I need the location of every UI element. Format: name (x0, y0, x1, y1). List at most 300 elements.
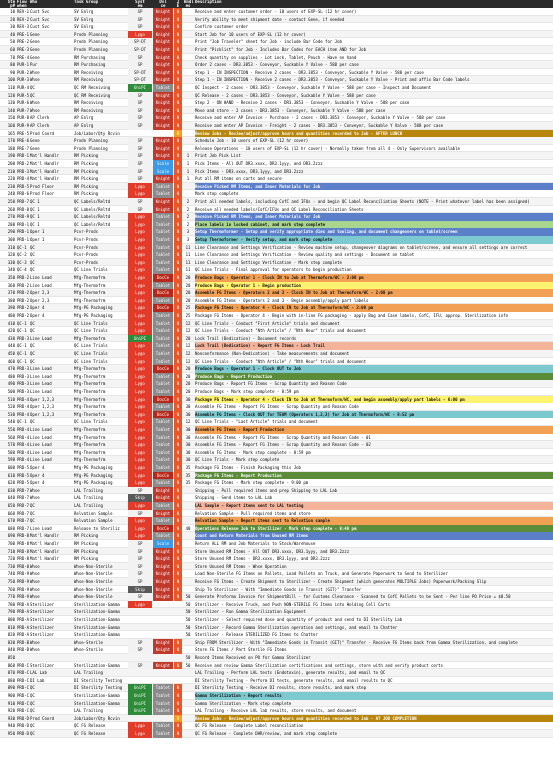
table-row[interactable] (0, 388, 553, 396)
cell-flow: REV-2 (17, 16, 30, 22)
cell-flow: PRD-4 (17, 457, 30, 463)
cell-description: Return ALL RM and Job Materials to Stock/Warehouse (195, 541, 316, 546)
cell-description: Receive all needed labels/CofC/IFUs and QC Label Reconciliation Sheets (195, 206, 364, 212)
cell-step: 380 (7, 297, 15, 303)
header-task-group[interactable]: Task Group (74, 0, 99, 4)
cell-who: Line Lead (30, 335, 52, 341)
table-row[interactable] (0, 426, 553, 434)
cell-system: Lygo (128, 190, 152, 198)
cell-system: SP (128, 662, 152, 670)
table-row[interactable] (0, 152, 553, 160)
cell-flow: PRD-B (17, 639, 30, 645)
cell-task-group: RM Picking (74, 556, 99, 562)
cell-step: 330 (7, 259, 15, 265)
cell-device: Knight (153, 54, 173, 62)
table-row[interactable] (0, 555, 553, 563)
cell-system: SP (128, 175, 152, 183)
cell-flow: PRD-2 (17, 275, 30, 280)
table-row[interactable] (0, 624, 553, 632)
table-row[interactable] (0, 669, 553, 677)
cell-who: QC (30, 419, 35, 425)
cell-who: Oper 2,3 (30, 290, 50, 296)
cell-system (128, 631, 152, 639)
cell-who: Gene (30, 54, 40, 60)
table-row[interactable] (0, 563, 553, 571)
cell-bundles (184, 517, 192, 525)
cell-task-group: QC Line Trials (74, 351, 108, 356)
table-row[interactable] (0, 342, 553, 350)
cell-device: Knight (153, 137, 173, 145)
cell-device: Knight (153, 69, 173, 77)
table-row[interactable] (0, 434, 553, 442)
cell-bundles (184, 684, 192, 692)
table-row[interactable] (0, 548, 553, 556)
cell-who: QC (30, 731, 35, 736)
cell-je: N (174, 525, 182, 533)
table-row[interactable] (0, 304, 553, 312)
table-row[interactable] (0, 61, 553, 69)
cell-flow: PRD-5 (17, 472, 30, 478)
table-row[interactable] (0, 130, 553, 138)
cell-step: 120 (7, 92, 15, 98)
cell-bundles: 11 (185, 244, 191, 250)
cell-who: Prod Coord (30, 130, 55, 136)
table-row[interactable] (0, 320, 553, 328)
table-row[interactable] (0, 274, 553, 282)
cell-je: N (174, 289, 182, 297)
cell-je: N (174, 213, 182, 221)
cell-flow: PRD-C (17, 693, 30, 698)
table-row[interactable] (0, 54, 553, 62)
cell-system: Lygo (128, 388, 152, 396)
table-row[interactable] (0, 99, 553, 107)
cell-step: 850 (7, 655, 15, 660)
table-row[interactable] (0, 350, 553, 358)
cell-flow: PUR-7 (17, 107, 30, 113)
cell-flow: PRE-7 (17, 145, 30, 151)
cell-description: Place labels in locked cabinet, and mark step complete (195, 221, 553, 229)
table-row[interactable] (0, 46, 553, 54)
table-row[interactable] (0, 228, 553, 236)
table-row[interactable] (0, 487, 553, 495)
cell-task-group: RM Purchasing (74, 54, 106, 60)
table-row[interactable] (0, 586, 553, 594)
table-row[interactable] (0, 175, 553, 183)
cell-system: SP (128, 510, 152, 518)
table-row[interactable] (0, 327, 553, 335)
cell-task-group: Job/Labor/Qty Rcvin (74, 715, 120, 721)
cell-device (153, 616, 173, 624)
cell-task-group: QC Labels/Reltd (74, 199, 111, 204)
cell-bundles: 35 (185, 480, 191, 486)
cell-flow: PRE-4 (17, 54, 30, 60)
cell-bundles: 50 (185, 624, 191, 630)
cell-je: N (174, 487, 182, 495)
cell-step: 680 (7, 525, 15, 531)
cell-bundles (184, 61, 192, 69)
table-row[interactable] (0, 114, 553, 122)
cell-system: Lygo (128, 327, 152, 335)
cell-description: QC Line Trials - Conduct "Nth Article" / "Nth Hour" trials and document (195, 358, 366, 364)
cell-bundles: 30 (185, 442, 191, 448)
cell-je: N (174, 365, 182, 373)
cell-step: 690 (7, 533, 15, 539)
cell-device: Knight (153, 494, 173, 502)
table-row[interactable] (0, 525, 553, 533)
table-row[interactable] (0, 84, 553, 92)
table-row[interactable] (0, 137, 553, 145)
cell-who: AP Clerk (30, 123, 50, 128)
cell-bundles (184, 502, 192, 510)
cell-flow: PRD-8 (17, 563, 30, 569)
cell-step: 940 (7, 723, 15, 729)
cell-system: Lygo (128, 396, 152, 404)
cell-task-group: Whse-Non-Sterile (74, 563, 113, 569)
table-row[interactable] (0, 540, 553, 548)
cell-who: Gene (30, 39, 40, 45)
cell-bundles: 35 (185, 465, 191, 470)
table-row[interactable] (0, 236, 553, 244)
header-device[interactable]: Dvl ce (159, 0, 167, 8)
cell-who: Mat'l Handlr (30, 556, 59, 562)
cell-device: Tablet (153, 722, 173, 730)
cell-device: Knight (153, 145, 173, 153)
cell-step: 780 (7, 601, 15, 607)
cell-je: N (174, 426, 182, 434)
cell-system: UniPI (128, 692, 152, 700)
table-row[interactable] (0, 145, 553, 153)
cell-who: QC (30, 723, 35, 729)
table-row[interactable] (0, 190, 553, 198)
cell-task-group: Pcvr-Prods (74, 237, 99, 242)
cell-step: 520 (7, 404, 15, 410)
cell-device: Tablet (153, 266, 173, 274)
header-system[interactable]: Syst em (135, 0, 145, 8)
cell-task-group: Mfg-Thermofrm (74, 373, 106, 379)
cell-bundles (184, 23, 192, 31)
cell-flow: REV-3 (17, 24, 30, 30)
cell-flow: PRD-C (17, 700, 30, 706)
table-row[interactable] (0, 160, 553, 168)
table-row[interactable] (0, 16, 553, 24)
cell-step: 450 (7, 351, 15, 356)
table-row[interactable] (0, 692, 553, 700)
cell-system: Lygo (128, 304, 152, 312)
cell-je: N (174, 373, 182, 381)
table-row[interactable] (0, 593, 553, 601)
cell-device: Knight (153, 76, 173, 84)
table-row[interactable] (0, 707, 553, 715)
cell-flow: QC-1 (17, 351, 27, 356)
cell-je: N (174, 312, 182, 320)
table-row[interactable] (0, 358, 553, 366)
table-row[interactable] (0, 639, 553, 647)
header-bundles[interactable]: Bndl es (184, 0, 194, 8)
table-row[interactable] (0, 183, 553, 191)
header-step[interactable]: Ste p# (7, 0, 15, 8)
table-row[interactable] (0, 631, 553, 639)
cell-system: Lygo (128, 244, 152, 252)
table-row[interactable] (0, 31, 553, 39)
cell-system: Lygo (128, 434, 152, 442)
table-row[interactable] (0, 517, 553, 525)
cell-je (174, 677, 182, 685)
cell-description: Generate Proforma Invoice for ShipmentBill - for Customs Clearance - Scanned to CofC Pallets to be Sent - Per line PO Price = $8.58 (195, 594, 511, 600)
cell-task-group: Sterilization-Gamma (74, 617, 120, 622)
cell-device: Scale (153, 160, 173, 168)
cell-description: Assemble FG Items - Report FG Items - Scrap Quantity and Reason Code - 01 (195, 434, 371, 440)
cell-bundles (184, 563, 192, 571)
cell-description: Ship To Sterilizer - With "Immediate Goods in Transit (GIT)" Transfer (195, 586, 362, 592)
cell-je: N (174, 472, 182, 480)
table-row[interactable] (0, 578, 553, 586)
table-row[interactable] (0, 221, 553, 229)
cell-task-group: Mfg-Thermofrm (74, 427, 106, 432)
cell-system: Lygo (128, 320, 152, 328)
table-row[interactable] (0, 206, 553, 214)
table-row[interactable] (0, 532, 553, 540)
table-row[interactable] (0, 494, 553, 502)
cell-device: Tablet (153, 479, 173, 487)
table-row[interactable] (0, 365, 553, 373)
cell-je: N (174, 122, 182, 130)
cell-step: 840 (7, 647, 15, 653)
table-row[interactable] (0, 601, 553, 609)
cell-bundles (184, 494, 192, 502)
cell-device: Knight (153, 92, 173, 100)
cell-je: N (174, 31, 182, 39)
cell-device: Tablet (153, 297, 173, 305)
table-row[interactable] (0, 282, 553, 290)
cell-description: Check quantity on supplies - Lot Lock, Tablet, Pouch - Have on hand (195, 54, 357, 60)
table-row[interactable] (0, 464, 553, 472)
cell-system: Lygo (128, 411, 152, 419)
cell-flow: PRE-6 (17, 138, 30, 144)
cell-description: Start Job for 10 users of EXP-SL (12 hr cover) (195, 31, 306, 37)
table-row[interactable] (0, 715, 553, 723)
table-row[interactable] (0, 107, 553, 115)
header-flow[interactable]: Flow when (17, 0, 27, 8)
cell-task-group: Sterilization-Gamma (74, 662, 120, 668)
cell-description: Shipping - Send items to LAL Lab (195, 495, 273, 501)
table-row[interactable] (0, 677, 553, 685)
table-row[interactable] (0, 700, 553, 708)
cell-je: N (174, 54, 182, 62)
cell-device: Tablet (153, 441, 173, 449)
cell-je (174, 654, 182, 662)
cell-flow: PRD-A (17, 632, 30, 638)
table-row[interactable] (0, 730, 553, 738)
cell-description: Package FG Items - Operator 4 - Clock IN to Job at Thermoform/WC, and begin assembly/apply part labels - 6:00 pm (195, 396, 553, 404)
cell-bundles: 11 (185, 267, 191, 273)
cell-device: Tablet (153, 228, 173, 236)
cell-flow: PRD-C (17, 662, 30, 668)
cell-system: SP (128, 198, 152, 206)
table-row[interactable] (0, 122, 553, 130)
cell-system: Lygo (128, 449, 152, 457)
cell-description: Pick Items - DR3.xxxx, DR3.1yyy, and DR3.2zzz (195, 168, 304, 174)
table-row[interactable] (0, 8, 553, 16)
cell-description: Store Unused RM Items - DR3.xxxx, DR3.1yyy, and DR3.2zzz (195, 556, 330, 562)
cell-description: Sterilizer - Select required dose and quantity of product and send to DI Sterility Lab (195, 617, 403, 622)
cell-bundles (184, 639, 192, 647)
cell-who: Whse (30, 495, 40, 501)
cell-step: 220 (7, 176, 15, 182)
cell-task-group: Mfg-Thermofrm (74, 457, 106, 463)
cell-system: Lygo (128, 259, 152, 267)
table-row[interactable] (0, 380, 553, 388)
header-description[interactable]: Description (195, 0, 222, 4)
table-row[interactable] (0, 411, 553, 419)
cell-system: SP (128, 8, 152, 16)
cell-task-group: QC FG Release (74, 723, 106, 729)
cell-who: QC (30, 358, 35, 364)
table-row[interactable] (0, 510, 553, 518)
table-row[interactable] (0, 312, 553, 320)
cell-task-group: DI Sterility Testing (74, 677, 123, 683)
cell-je: N (174, 145, 182, 153)
cell-task-group: Prodn Planning (74, 39, 108, 45)
cell-who: QC (30, 343, 35, 349)
cell-bundles: 20 (185, 366, 191, 372)
cell-step: 570 (7, 442, 15, 448)
table-row[interactable] (0, 722, 553, 730)
cell-flow: QC-2 (17, 252, 27, 258)
cell-bundles (184, 586, 192, 594)
cell-description: Print Job Pick List (195, 153, 241, 159)
cell-system: SP (128, 16, 152, 24)
cell-system: SP (128, 646, 152, 654)
cell-description: Assemble FG Items - Report FG Items - Scrap Quantity and Reason Code (195, 404, 359, 410)
table-row[interactable] (0, 198, 553, 206)
cell-bundles: 30 (185, 411, 191, 417)
cell-system (128, 624, 152, 632)
header-who[interactable]: Who (30, 0, 38, 4)
table-row[interactable] (0, 373, 553, 381)
cell-who: Whse (30, 77, 40, 83)
cell-je: N (174, 282, 182, 290)
cell-task-group: RM Receiving (74, 77, 103, 83)
table-row[interactable] (0, 502, 553, 510)
cell-description: Receive FG Items - Create Shipment to Sterilizer - Create Shipment (which generates MULTIPLE Jobs) Paperwork/Packing Slip (195, 579, 487, 584)
cell-flow: PRD-7 (17, 199, 30, 204)
cell-je: N (174, 684, 182, 692)
table-row[interactable] (0, 251, 553, 259)
table-row[interactable] (0, 297, 553, 305)
cell-step: 910 (7, 700, 15, 706)
cell-step: 610 (7, 472, 15, 478)
cell-bundles (184, 31, 192, 39)
cell-task-group: QC Labels/Reltd (74, 206, 111, 212)
table-row[interactable] (0, 441, 553, 449)
cell-step: 530 (7, 411, 15, 417)
cell-step: 750 (7, 579, 15, 584)
table-row[interactable] (0, 662, 553, 670)
cell-description: Assemble FG Items - Clock OUT for TEAM (Operators 1,2,3) for Job at Thermoform/WC - 8:52 pm (195, 411, 553, 419)
table-row[interactable] (0, 69, 553, 77)
cell-task-group: Sterilization-Gamma (74, 632, 120, 638)
table-row[interactable] (0, 646, 553, 654)
table-row[interactable] (0, 608, 553, 616)
table-row[interactable] (0, 244, 553, 252)
table-row[interactable] (0, 479, 553, 487)
table-row[interactable] (0, 654, 553, 662)
table-row[interactable] (0, 570, 553, 578)
cell-je: N (174, 700, 182, 708)
cell-step: 360 (7, 282, 15, 288)
cell-who: QC (30, 320, 35, 326)
cell-device: Tablet (153, 517, 173, 525)
cell-description: Relvation Sample - Report items sent to Relvation sample (195, 517, 553, 525)
table-row[interactable] (0, 213, 553, 221)
table-row[interactable] (0, 396, 553, 404)
table-row[interactable] (0, 616, 553, 624)
cell-task-group: RM Receiving (74, 107, 103, 113)
cell-bundles (184, 730, 192, 738)
table-row[interactable] (0, 472, 553, 480)
cell-je: N (174, 517, 182, 525)
table-row[interactable] (0, 418, 553, 426)
cell-step: 740 (7, 571, 15, 577)
cell-step: 820 (7, 632, 15, 638)
cell-description: Package FG Items - Operator 4 - Begin with in-line FG packaging - apply Bag and Case labels, CofC, IFU, approp. Sterilization info (195, 313, 509, 318)
cell-flow: PRE-5 (17, 130, 30, 136)
cell-description: Receive and review Gamma Sterilization certifications and settings, store with and verify product certs (195, 662, 444, 668)
cell-device: Knight (153, 38, 173, 46)
cell-description: Gamma Sterilization - Report results (195, 692, 553, 700)
table-row[interactable] (0, 76, 553, 84)
table-row[interactable] (0, 23, 553, 31)
cell-flow: PRD-3 (17, 335, 30, 341)
table-row[interactable] (0, 168, 553, 176)
cell-who: Mat'l Handlr (30, 533, 59, 539)
cell-bundles (184, 707, 192, 715)
cell-system: Lygo (128, 532, 152, 540)
cell-bundles (184, 578, 192, 586)
cell-description: Assemble FG Items - Report FG Items - Scrap Quantity and Reason Code - 02 (195, 442, 371, 448)
header-je[interactable]: J E (176, 0, 180, 8)
cell-je: N (174, 464, 182, 472)
table-row[interactable] (0, 684, 553, 692)
cell-flow: QC-1 (17, 343, 27, 349)
table-row[interactable] (0, 449, 553, 457)
cell-description: Receive and enter AP Invoice - Freight - 2 cases - DR3.3853 - Conveyor, Suckable Y Valve - 588 per case (195, 123, 444, 128)
cell-flow: PRD-4 (17, 396, 30, 402)
cell-device: Knight (153, 8, 173, 16)
cell-who: Gene (30, 145, 40, 151)
cell-flow: QC-4 (17, 267, 27, 273)
cell-step: 730 (7, 563, 15, 569)
cell-step: 930 (7, 715, 15, 721)
table-row[interactable] (0, 38, 553, 46)
cell-bundles: 2 (186, 199, 190, 204)
cell-bundles (184, 69, 192, 77)
table-row[interactable] (0, 92, 553, 100)
cell-task-group: SV Enlrg (74, 24, 94, 30)
cell-who: Line Lead (30, 282, 52, 288)
cell-description: Move and store - 2 cases - DR3.3853 - Conveyor, Suckable Y Valve - 588 per case (195, 107, 386, 113)
cell-flow: PRD-7 (17, 503, 30, 508)
cell-system: SP (128, 563, 152, 571)
table-row[interactable] (0, 403, 553, 411)
table-row[interactable] (0, 266, 553, 274)
table-row[interactable] (0, 289, 553, 297)
cell-je: N (174, 84, 182, 92)
table-row[interactable] (0, 335, 553, 343)
table-row[interactable] (0, 259, 553, 267)
table-row[interactable] (0, 456, 553, 464)
cell-system: Lygo (128, 525, 152, 533)
